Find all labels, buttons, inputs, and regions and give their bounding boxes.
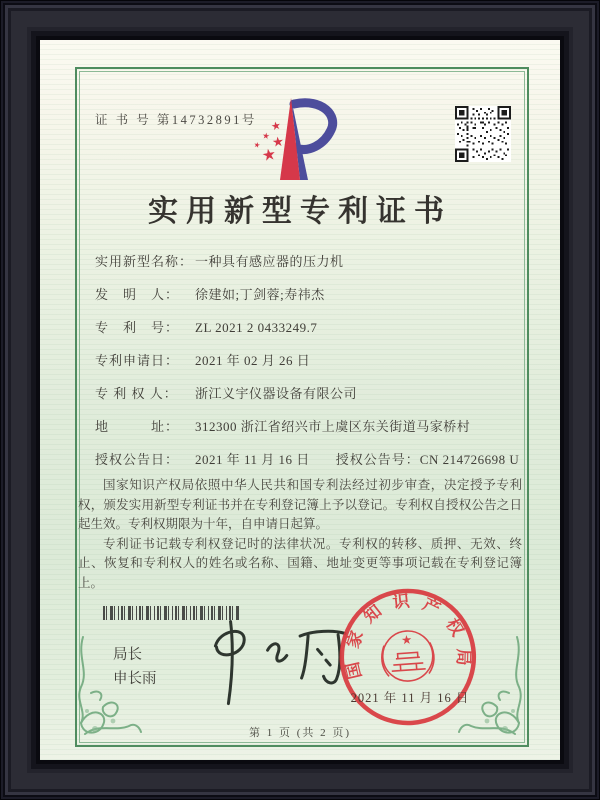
legal-text — [78, 476, 522, 593]
certificate-paper — [40, 40, 560, 760]
field-label: 授权公告日： — [95, 452, 180, 467]
certificate-number: 证 书 号 第14732891号 — [95, 113, 257, 127]
field-value: 徐建如;丁剑蓉;寿祎杰 — [195, 287, 325, 302]
field-label: 专 利 号： — [95, 320, 180, 335]
national-emblem-icon — [380, 629, 436, 683]
field-label: 实用新型名称： — [95, 254, 194, 269]
field-label: 专利申请日： — [95, 353, 180, 368]
field-value: ZL 2021 2 0433249.7 — [195, 320, 318, 335]
field-inventors — [95, 287, 525, 320]
field-value: 2021 年 11 月 16 日 — [195, 452, 310, 467]
cnipa-logo-icon — [245, 92, 345, 189]
grant-no-value: CN 214726698 U — [419, 452, 520, 467]
field-label: 发 明 人： — [95, 287, 180, 302]
field-value: 浙江义宇仪器设备有限公司 — [195, 386, 358, 401]
field-label: 地 址： — [95, 419, 180, 434]
field-value: 2021 年 02 月 26 日 — [195, 353, 311, 368]
field-label: 专 利 权 人： — [95, 386, 178, 401]
seal-org-text: 国家知识产权局 — [342, 591, 474, 681]
field-patent-no — [95, 320, 525, 353]
grant-no-label: 授权公告号： — [335, 452, 420, 467]
svg-text:国家知识产权局 — [338, 587, 475, 681]
field-value: 312300 浙江省绍兴市上虞区东关街道马家桥村 — [195, 419, 471, 434]
legal-paragraph-1: 国家知识产权局依照中华人民共和国专利法经过初步审查，决定授予专利权，颁发实用新型专利证书并在专利登记簿上予以登记。专利权自授权公告之日起生效。专利权期限为十年，自申请日起算。 — [78, 478, 522, 531]
commissioner-title: 局长 — [113, 647, 142, 663]
commissioner-name: 申长雨 — [113, 671, 157, 687]
field-list — [95, 254, 525, 485]
field-name — [95, 254, 525, 287]
field-address — [95, 419, 525, 452]
legal-paragraph-2: 专利证书记载专利权登记时的法律状况。专利权的转移、质押、无效、终止、恢复和专利权人的姓名或名称、国籍、地址变更等事项记载在专利登记簿上。 — [78, 536, 522, 590]
field-filing-date — [95, 353, 525, 386]
qr-code — [455, 106, 511, 167]
page-number: 第 1 页 (共 2 页) — [248, 727, 352, 739]
seal-date: 2021 年 11 月 16 日 — [350, 691, 470, 705]
field-patentee — [95, 386, 525, 419]
certificate-title: 实用新型专利证书 — [148, 195, 452, 228]
field-value: 一种具有感应器的压力机 — [195, 254, 344, 269]
